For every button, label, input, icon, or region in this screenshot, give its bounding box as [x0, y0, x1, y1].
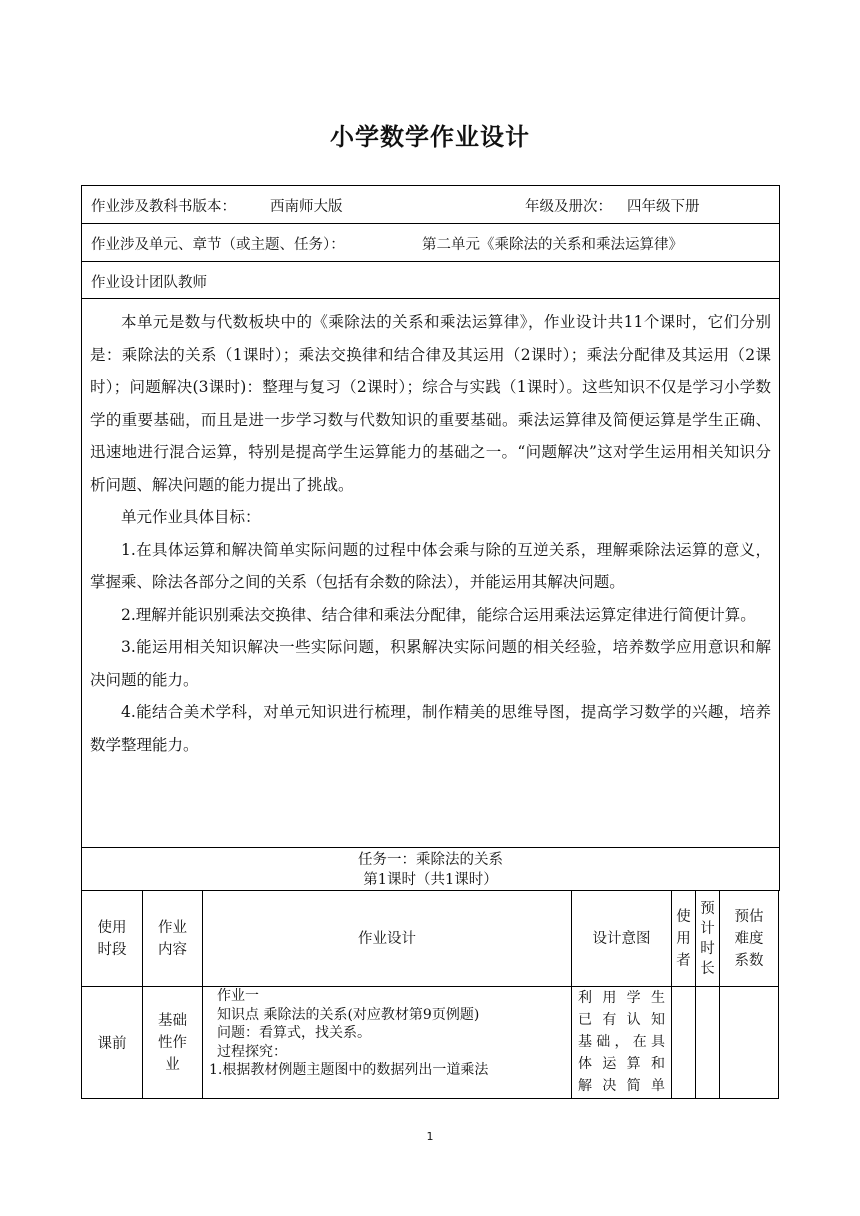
page-title: 小学数学作业设计: [330, 123, 530, 151]
textbook-label: 作业涉及教科书版本：: [91, 199, 236, 215]
intro-block: [82, 298, 779, 847]
grade-label: 年级及册次：: [525, 199, 612, 215]
header-time: 预 计 时 长: [696, 891, 720, 987]
header-period: 使用 时段: [82, 891, 143, 987]
header-difficulty: 预估 难度 系数: [720, 891, 779, 987]
header-user: 使 用 者: [672, 891, 696, 987]
intro-paragraph: 本单元是数与代数板块中的《乘除法的关系和乘法运算律》，作业设计共11个课时，它们分别是：乘除法的关系（1课时）；乘法交换律和结合律及其运用（2课时）；乘法分配律及其运用（2课时）；问题解决(3课时)：整理与复习（2课时）；综合与实践（1课时）。这些知识不仅是学习小学数学的重要基础，而且是进一步学习数与代数知识的重要基础。乘法运算律及简便运算是学生正确、迅速地进行混合运算，特别是提高学生运算能力的基础之一。“问题解决”这对学生运用相关知识分析问题、解决问题的能力提出了挑战。: [90, 313, 771, 494]
row-design: 作业一 知识点 乘除法的关系(对应教材第9页例题) 问题：看算式，找关系。 过程探究： 1.根据教材例题主题图中的数据列出一道乘法: [203, 987, 572, 1099]
header-intent: 设计意图: [572, 891, 672, 987]
task-header: [82, 847, 779, 891]
page-number: 1: [426, 1130, 434, 1143]
goal-2: 2.理解并能识别乘法交换律、结合律和乘法分配律，能综合运用乘法运算定律进行简便计算。: [121, 605, 756, 624]
table-row: [82, 987, 779, 1099]
row-time: [696, 987, 720, 1099]
team-label: 作业设计团队教师: [91, 275, 207, 291]
row-difficulty: [720, 987, 779, 1099]
textbook-row: [82, 185, 779, 223]
info-box: [81, 185, 780, 891]
table-header-row: [82, 891, 779, 987]
task-title: 任务一：乘除法的关系: [358, 852, 503, 868]
unit-value: 第二单元《乘除法的关系和乘法运算律》: [422, 237, 683, 253]
header-design: 作业设计: [203, 891, 572, 987]
goal-3: 3.能运用相关知识解决一些实际问题，积累解决实际问题的相关经验，培养数学应用意识和解决问题的能力。: [90, 638, 771, 689]
task-subtitle: 第1课时（共1课时）: [363, 872, 498, 888]
homework-table: [81, 890, 779, 1099]
goal-4: 4.能结合美术学科，对单元知识进行梳理，制作精美的思维导图，提高学习数学的兴趣，培养数学整理能力。: [90, 703, 771, 754]
unit-row: [82, 223, 779, 261]
row-period: 课前: [82, 987, 143, 1099]
goals-heading: 单元作业具体目标：: [121, 508, 261, 526]
unit-label: 作业涉及单元、章节（或主题、任务）：: [91, 237, 345, 253]
row-content: 基础 性作 业: [143, 987, 203, 1099]
goal-1: 1.在具体运算和解决简单实际问题的过程中体会乘与除的互逆关系，理解乘除法运算的意义，掌握乘、除法各部分之间的关系（包括有余数的除法），并能运用其解决问题。: [90, 540, 771, 591]
row-user: [672, 987, 696, 1099]
team-row: [82, 261, 779, 298]
textbook-value: 西南师大版: [270, 199, 343, 215]
row-intent: 利用学生 已有认知 基础，在具 体运算和 解决简单: [572, 987, 672, 1099]
grade-value: 四年级下册: [627, 199, 700, 215]
header-content: 作业 内容: [143, 891, 203, 987]
